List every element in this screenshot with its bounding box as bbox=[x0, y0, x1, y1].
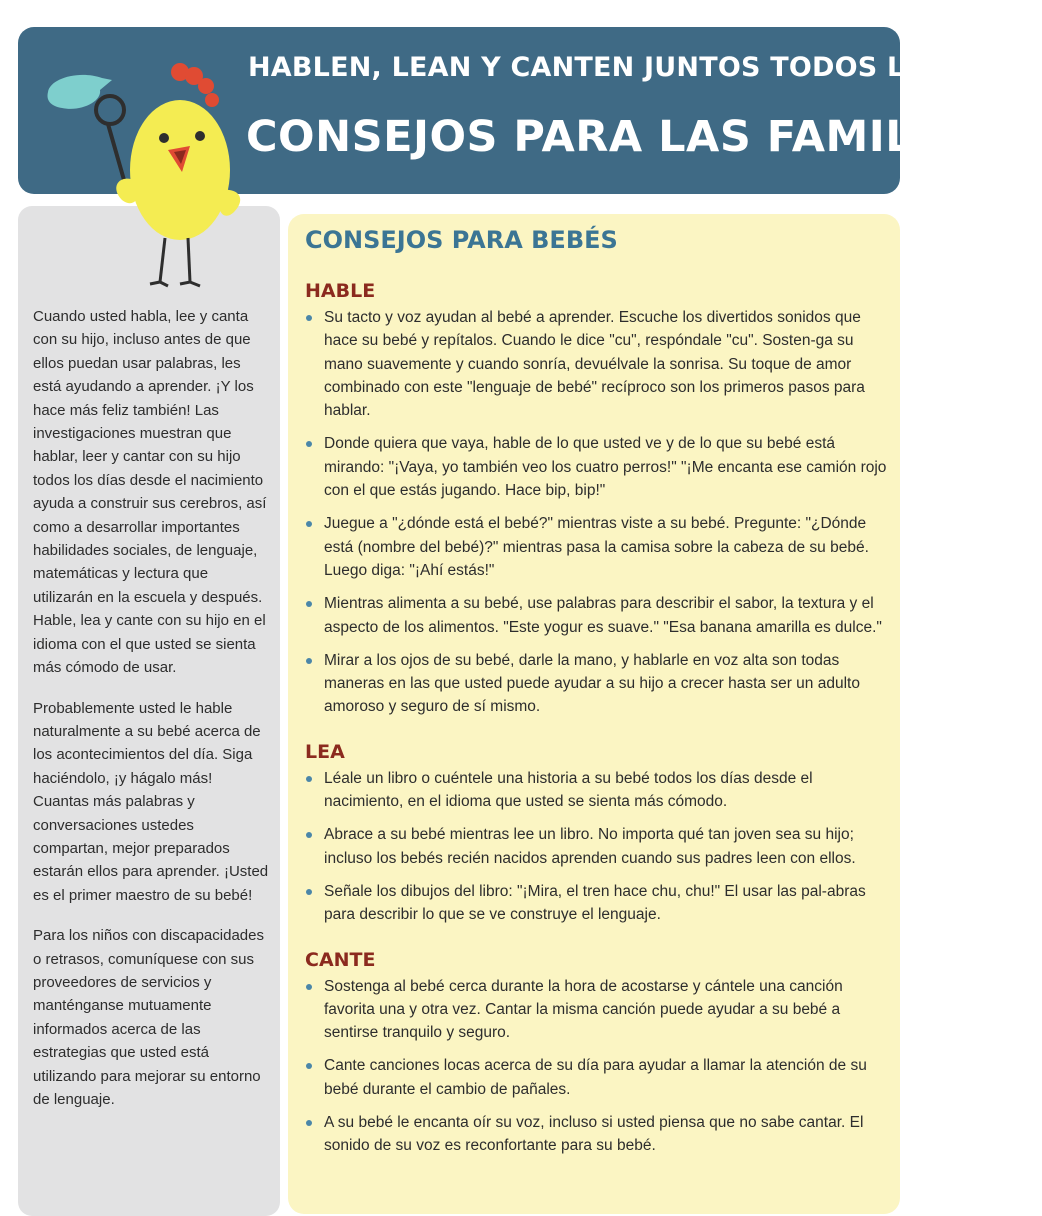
bullet-list-hable bbox=[305, 306, 895, 719]
sidebar-text bbox=[33, 305, 269, 1128]
list-item-text: Mirar a los ojos de su bebé, darle la mano, y hablarle en voz alta son todas maneras en las que usted puede ayudar a su hijo a crecer hasta ser un adulto amoroso y seguro de sí mismo. bbox=[324, 651, 860, 716]
bullet-icon bbox=[306, 984, 312, 990]
sidebar-paragraph: Cuando usted habla, lee y canta con su hijo, incluso antes de que ellos puedan usar palabras, les está ayudando a aprender. ¡Y los hace más feliz también! Las investigaciones muestran que hablar, leer y cantar con su hijo todos los días desde el nacimiento ayuda a construir sus cerebros, así como a desarrollar importantes habilidades sociales, de lenguaje, matemáticas y lectura que utilizarán en la escuela y después. Hable, lea y cante con su hijo en el idioma con el que usted se sienta más cómodo de usar. bbox=[33, 308, 267, 677]
list-item bbox=[305, 512, 895, 582]
sidebar-paragraph: Probablemente usted le hable naturalmente a su bebé acerca de los acontecimientos del día. Siga haciéndolo, ¡y hágalo más! Cuantas más palabras y conversaciones ustedes compartan, mejor preparados estarán ellos para aprender. ¡Usted es el primer maestro de su bebé! bbox=[33, 699, 269, 904]
chick-mascot-icon bbox=[40, 50, 250, 300]
list-item-text: Cante canciones locas acerca de su día para ayudar a llamar la atención de su bebé durante el cambio de pañales. bbox=[324, 1057, 867, 1098]
bullet-icon bbox=[306, 1063, 312, 1069]
bullet-icon bbox=[306, 776, 312, 782]
bullet-icon bbox=[306, 832, 312, 838]
list-item-text: Mientras alimenta a su bebé, use palabras para describir el sabor, la textura y el aspecto de los alimentos. "Este yogur es suave." "Esa banana amarilla es dulce." bbox=[324, 595, 882, 636]
section-heading-hable: HABLE bbox=[305, 280, 376, 302]
list-item bbox=[305, 975, 895, 1045]
tips-title: CONSEJOS PARA BEBÉS bbox=[305, 226, 618, 254]
bullet-icon bbox=[306, 441, 312, 447]
list-item-text: Sostenga al bebé cerca durante la hora de acostarse y cántele una canción favorita una y otra vez. Cantar la misma canción puede ayudar a su bebé a sentirse tranquilo y seguro. bbox=[324, 977, 843, 1042]
tips-content bbox=[305, 278, 895, 1168]
bullet-icon bbox=[306, 889, 312, 895]
list-item bbox=[305, 649, 895, 719]
list-item bbox=[305, 823, 895, 870]
list-item bbox=[305, 880, 895, 927]
section-heading-cante: CANTE bbox=[305, 948, 376, 971]
bullet-icon bbox=[306, 658, 312, 664]
bullet-icon bbox=[306, 521, 312, 527]
list-item bbox=[305, 306, 895, 422]
section-heading-lea: LEA bbox=[305, 740, 345, 763]
list-item bbox=[305, 1111, 895, 1158]
list-item-text: Juegue a "¿dónde está el bebé?" mientras viste a su bebé. Pregunte: "¿Dónde está (nombre del bebé)?" mientras pasa la camisa sobre la cabeza de su bebé. Luego diga: "¡Ahí estás!" bbox=[324, 515, 869, 579]
header-tagline: HABLEN, LEAN Y CANTEN JUNTOS TODOS LOS DÍAS! bbox=[248, 52, 1042, 83]
list-item-text: Señale los dibujos del libro: "¡Mira, el tren hace chu, chu!" El usar las pal-abras para describir lo que se ve construye el lenguaje. bbox=[324, 882, 866, 924]
bullet-list-cante bbox=[305, 975, 895, 1158]
list-item bbox=[305, 432, 895, 502]
bullet-icon bbox=[306, 315, 312, 321]
list-item-text: Su tacto y voz ayudan al bebé a aprender. Escuche los divertidos sonidos que hace su bebé y repítalos. Cuando le dice "cu", respóndale "cu". Sosten-ga su mano suavemente y cuando sonría, devuélvale la sonrisa. Su toque de amor combinado con este "lenguaje de bebé" recíproco son los primeros pasos para hablar. bbox=[324, 309, 865, 420]
list-item-text: Léale un libro o cuéntele una historia a su bebé todos los días desde el nacimiento, en el idioma que usted se sienta más cómodo. bbox=[324, 769, 813, 811]
list-item-text: Abrace a su bebé mientras lee un libro. No importa qué tan joven sea su hijo; incluso los bebés recién nacidos aprenden cuando sus padres leen con ellos. bbox=[324, 826, 856, 867]
bullet-icon bbox=[306, 601, 312, 607]
list-item-text: Donde quiera que vaya, hable de lo que usted ve y de lo que su bebé está mirando: "¡Vaya, yo también veo los cuatro perros!" "¡Me encanta ese camión rojo con el que estás jugando. Hace bip, bip!" bbox=[324, 435, 887, 500]
bullet-list-lea bbox=[305, 767, 895, 927]
bullet-icon bbox=[306, 1120, 312, 1126]
list-item bbox=[305, 767, 895, 814]
page-title: CONSEJOS PARA LAS FAMILIAS bbox=[246, 112, 995, 162]
list-item bbox=[305, 592, 895, 639]
list-item bbox=[305, 1054, 895, 1101]
sidebar-paragraph: Para los niños con discapacidades o retrasos, comuníquese con sus proveedores de servicios y manténganse mutuamente informados acerca de las estrategias que usted está utilizando para mejorar su entorno de lenguaje. bbox=[33, 927, 264, 1108]
list-item-text: A su bebé le encanta oír su voz, incluso si usted piensa que no sabe cantar. El sonido de su voz es reconfortante para su bebé. bbox=[324, 1114, 864, 1155]
